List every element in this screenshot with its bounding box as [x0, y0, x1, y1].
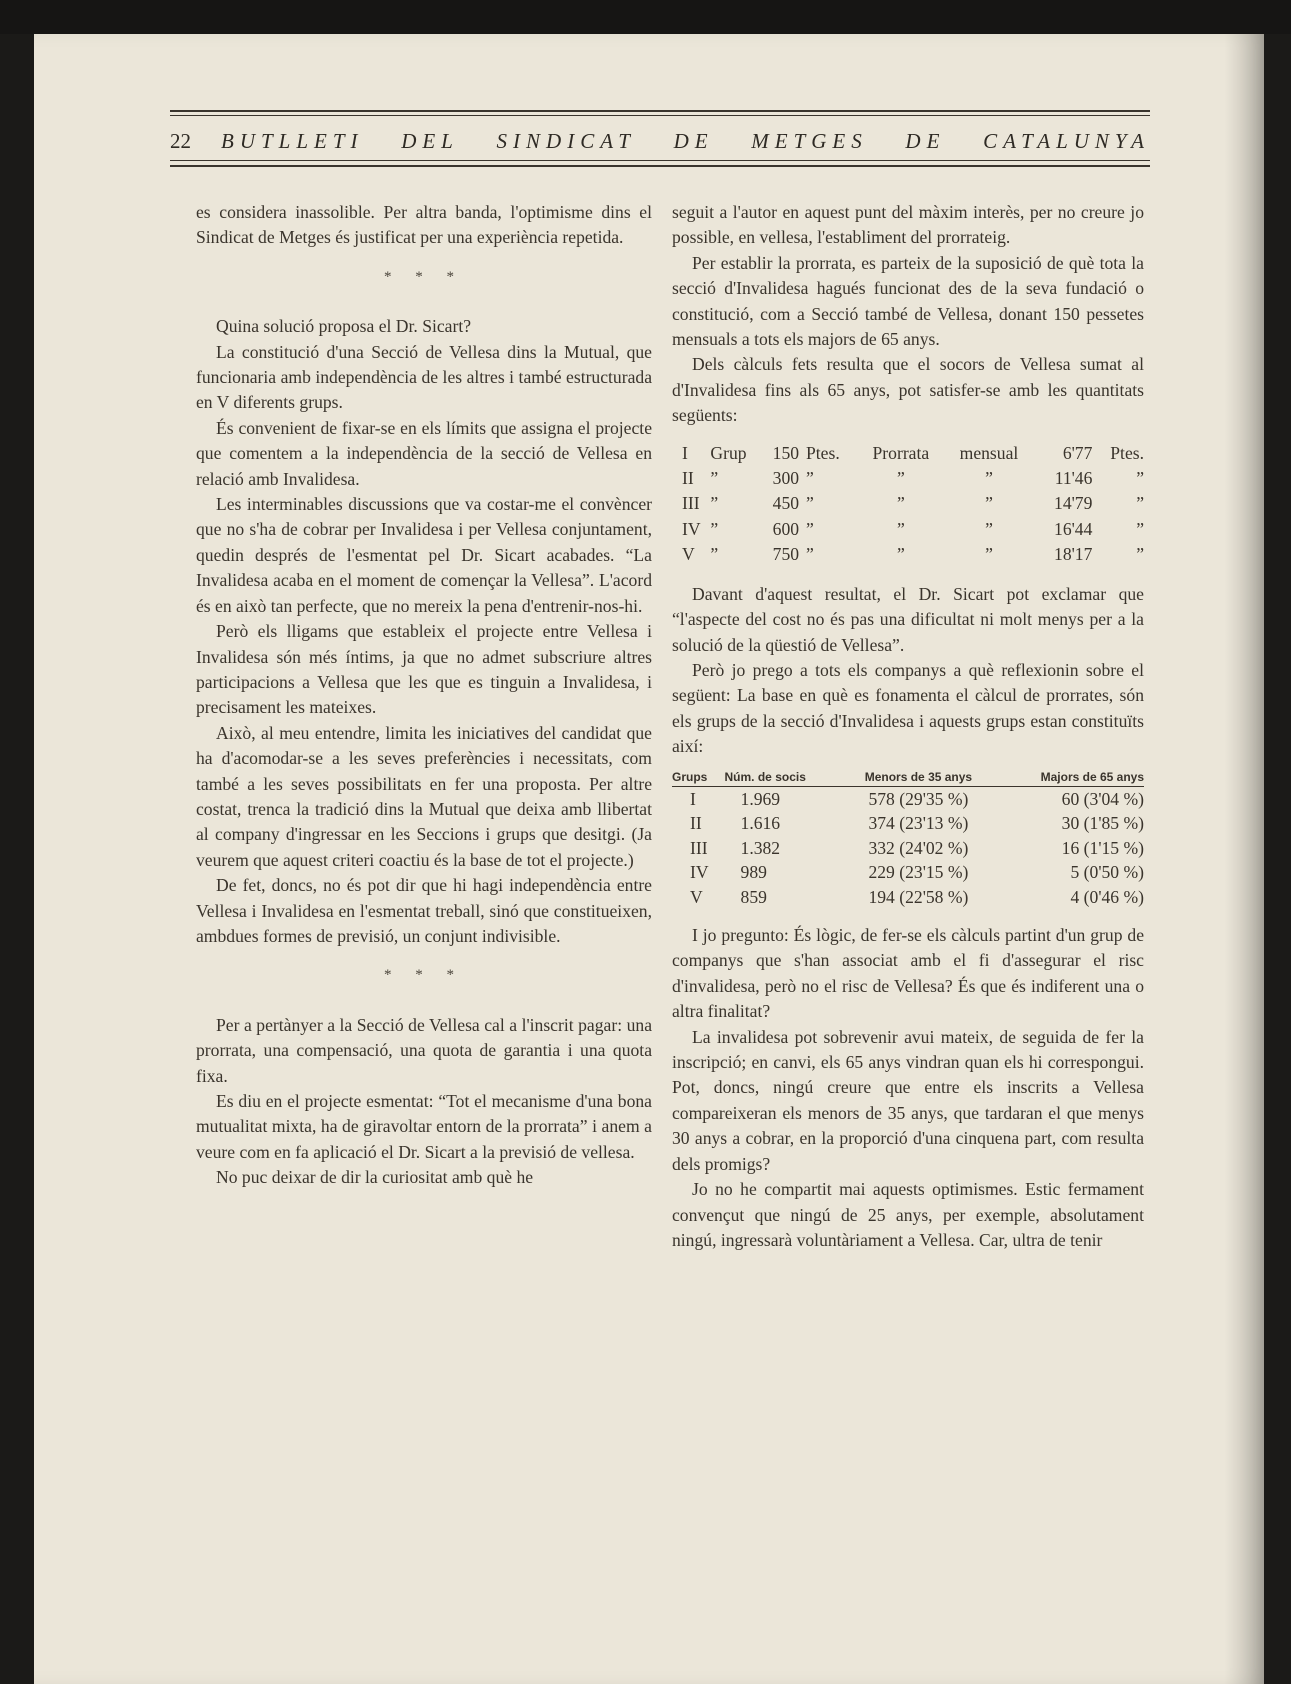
table-row	[672, 786, 1144, 811]
section-separator: * * *	[384, 268, 464, 285]
value-cell: 18'17	[1054, 544, 1093, 565]
majors-cell: 60 (3'04 %)	[1061, 788, 1144, 809]
grup-label: ”	[710, 468, 719, 489]
title-word: METGES	[751, 128, 868, 153]
desc2-cell: ”	[985, 468, 993, 489]
desc-cell: ”	[896, 468, 905, 489]
table-row	[682, 491, 1144, 516]
paragraph: La constitució d'una Secció de Vellesa dins la Mutual, que funcionaria amb independència de les altres i també estructurada en V diferents grups.	[196, 341, 652, 413]
scan-border	[0, 0, 1291, 34]
menors-cell: 332 (24'02 %)	[868, 837, 969, 858]
amount-cell: 300	[772, 468, 800, 489]
socis-cell: 1.969	[740, 788, 781, 809]
paragraph: I jo pregunto: És lògic, de fer-se els càlculs partint d'un grup de companys que s'han associat amb el fi d'assegurar el risc d'invalidesa, però no el risc de Vellesa? És que és indiferent una o altra finalitat?	[672, 925, 1144, 1022]
grup-cell: III	[690, 837, 708, 858]
grup-cell: IV	[690, 862, 709, 883]
paragraph: Per establir la prorrata, es parteix de la suposició de què tota la secció d'Invalidesa hagués funcionat des de la seva fundació o constitució, com a Secció també de Vellesa, donant 150 pessetes mensuals a tots els majors de 65 anys.	[672, 252, 1144, 350]
majors-cell: 30 (1'85 %)	[1061, 813, 1144, 834]
header-rule-bottom-thin	[170, 160, 1150, 161]
paragraph: Això, al meu entendre, limita les iniciatives del candidat que ha d'acomodar-se a les seves preferències i necessitats, com també a les seves possibilitats en fer una proposta. Per altre costat, trenca la tradició dins la Mutual que deixa amb llibertat al company d'ingressar en les Seccions i grups que desitgi. (Ja veurem que aquest criteri coactiu és la base de tot el projecte.)	[196, 722, 652, 870]
table-row	[672, 885, 1144, 910]
value-cell: 11'46	[1054, 468, 1093, 489]
table-header: Grups	[672, 770, 725, 787]
paragraph: No puc deixar de dir la curiositat amb què he	[216, 1167, 534, 1188]
amount-cell: 150	[772, 442, 800, 463]
unit2-cell: ”	[1136, 468, 1144, 489]
paragraph: Davant d'aquest resultat, el Dr. Sicart pot exclamar que “l'aspecte del cost no és pas una dificultat ni molt menys per a la solució de la qüestió de Vellesa”.	[672, 583, 1144, 655]
menors-cell: 578 (29'35 %)	[868, 788, 969, 809]
socis-cell: 859	[740, 886, 767, 907]
grup-cell: V	[690, 886, 703, 907]
header-rule-top	[170, 110, 1150, 112]
table-header: Majors de 65 anys	[996, 770, 1144, 787]
running-header	[170, 124, 1150, 158]
unit2-cell: ”	[1136, 544, 1144, 565]
desc-cell: ”	[896, 544, 905, 565]
paragraph: seguit a l'autor en aquest punt del màxim interès, per no creure jo possible, en vellesa, l'establiment del prorrateig.	[672, 202, 1144, 248]
desc2-cell: ”	[985, 544, 993, 565]
gutter-shadow	[1224, 34, 1264, 1684]
table-row	[672, 811, 1144, 836]
unit-cell: ”	[806, 468, 814, 489]
unit2-cell: ”	[1136, 518, 1144, 539]
grup-numeral: III	[682, 493, 700, 514]
value-cell: 6'77	[1062, 442, 1093, 463]
desc2-cell: ”	[985, 518, 993, 539]
table-row	[682, 517, 1144, 542]
grup-cell: II	[690, 813, 702, 834]
groups-table	[672, 770, 1144, 910]
desc-cell: ”	[896, 518, 905, 539]
prorrata-table	[682, 441, 1144, 568]
majors-cell: 4 (0'46 %)	[1070, 886, 1144, 907]
desc2-cell: mensual	[959, 442, 1019, 463]
grup-label: ”	[710, 544, 719, 565]
menors-cell: 374 (23'13 %)	[868, 813, 969, 834]
grup-numeral: V	[682, 544, 695, 565]
desc-cell: ”	[896, 493, 905, 514]
majors-cell: 5 (0'50 %)	[1070, 862, 1144, 883]
grup-numeral: IV	[682, 518, 701, 539]
header-rule-bottom	[170, 165, 1150, 167]
socis-cell: 989	[740, 862, 767, 883]
paragraph: Jo no he compartit mai aquests optimismes. Estic fermament convençut que ningú de 25 anys, per exemple, absolutament ningú, ingressarà voluntàriament a Vellesa. Car, ultra de tenir	[672, 1179, 1144, 1250]
left-column	[196, 200, 652, 1191]
menors-cell: 194 (22'58 %)	[868, 886, 969, 907]
paragraph: Les interminables discussions que va costar-me el convèncer que no s'ha de cobrar per Invalidesa i per Vellesa conjuntament, quedin després de l'esmentat pel Dr. Sicart acabades. “La Invalidesa acaba en el moment de començar la Vellesa”. L'acord és en això tan perfecte, que no mereix la pena d'entrenir-nos-hi.	[196, 494, 652, 616]
socis-cell: 1.616	[740, 813, 781, 834]
right-column	[672, 200, 1144, 1253]
paragraph: Dels càlculs fets resulta que el socors de Vellesa sumat al d'Invalidesa fins als 65 anys, pot satisfer-se amb les quantitats següents:	[672, 354, 1144, 426]
grup-numeral: II	[682, 468, 694, 489]
paragraph: Per a pertànyer a la Secció de Vellesa cal a l'inscrit pagar: una prorrata, una compensació, una quota de garantia i una quota fixa.	[196, 1014, 652, 1086]
table-header: Núm. de socis	[725, 770, 842, 787]
table-row	[672, 860, 1144, 885]
majors-cell: 16 (1'15 %)	[1061, 837, 1144, 858]
unit-cell: ”	[806, 544, 814, 565]
amount-cell: 450	[772, 493, 800, 514]
title-word: CATALUNYA	[983, 128, 1150, 153]
table-row	[682, 542, 1144, 567]
paragraph: Es diu en el projecte esmentat: “Tot el mecanisme d'una bona mutualitat mixta, ha de giravoltar entorn de la prorrata” i anem a veure com en fa aplicació el Dr. Sicart a la previsió de vellesa.	[196, 1091, 652, 1162]
paragraph: Però els lligams que estableix el projecte entre Vellesa i Invalidesa són més íntims, ja que no admet subscriure altres participacions a Vellesa que les que es tinguin a Invalidesa, i precisament les mateixes.	[196, 621, 652, 718]
title-word: DEL	[401, 128, 459, 153]
paragraph: Quina solució proposa el Dr. Sicart?	[216, 316, 472, 337]
paragraph: La invalidesa pot sobrevenir avui mateix, de seguida de fer la inscripció; en canvi, els 65 anys vindran quan els hi correspongui. Pot, doncs, ningú creure que entre els inscrits a Vellesa compareixeran els menors de 35 anys, que tardaran el que menys 30 anys a cobrar, en la proporció d'una cinquena part, com resulta dels promigs?	[672, 1026, 1144, 1174]
amount-cell: 750	[772, 544, 800, 565]
table-row	[682, 466, 1144, 491]
desc2-cell: ”	[985, 493, 993, 514]
paragraph: es considera inassolible. Per altra banda, l'optimisme dins el Sindicat de Metges és justificat per una experiència repetida.	[196, 202, 652, 248]
menors-cell: 229 (23'15 %)	[868, 862, 969, 883]
table-row	[682, 441, 1144, 466]
amount-cell: 600	[772, 518, 800, 539]
title-word: BUTLLETI	[221, 128, 364, 153]
running-title	[221, 129, 1150, 154]
socis-cell: 1.382	[740, 837, 781, 858]
desc-cell: Prorrata	[872, 442, 930, 463]
grup-numeral: I	[682, 442, 688, 463]
table-header: Menors de 35 anys	[841, 770, 995, 787]
header-rule-top-thin	[170, 115, 1150, 116]
unit-cell: Ptes.	[806, 442, 840, 463]
value-cell: 14'79	[1054, 493, 1093, 514]
grup-label: Grup	[710, 442, 747, 463]
title-word: SINDICAT	[496, 128, 636, 153]
unit-cell: ”	[806, 518, 814, 539]
title-word: DE	[673, 128, 714, 153]
title-word: DE	[905, 128, 946, 153]
grup-cell: I	[690, 788, 696, 809]
page-number: 22	[170, 128, 191, 153]
section-separator: * * *	[384, 967, 464, 984]
paragraph: Però jo prego a tots els companys a què reflexionin sobre el següent: La base en què es fonamenta el càlcul de prorrates, són els grups de la secció d'Invalidesa i aquests grups estan constituïts així:	[672, 659, 1144, 757]
table-row	[672, 836, 1144, 861]
unit-cell: ”	[806, 493, 814, 514]
grup-label: ”	[710, 518, 719, 539]
paragraph: És convenient de fixar-se en els límits que assigna el projecte que comentem a la independència de la secció de Vellesa en relació amb Invalidesa.	[196, 417, 652, 489]
grup-label: ”	[710, 493, 719, 514]
value-cell: 16'44	[1054, 518, 1093, 539]
unit2-cell: ”	[1136, 493, 1144, 514]
unit2-cell: Ptes.	[1110, 442, 1144, 463]
paragraph: De fet, doncs, no és pot dir que hi hagi independència entre Vellesa i Invalidesa en l'esmentat treball, sinó que constitueixen, ambdues formes de previsió, un conjunt indivisible.	[196, 875, 652, 946]
